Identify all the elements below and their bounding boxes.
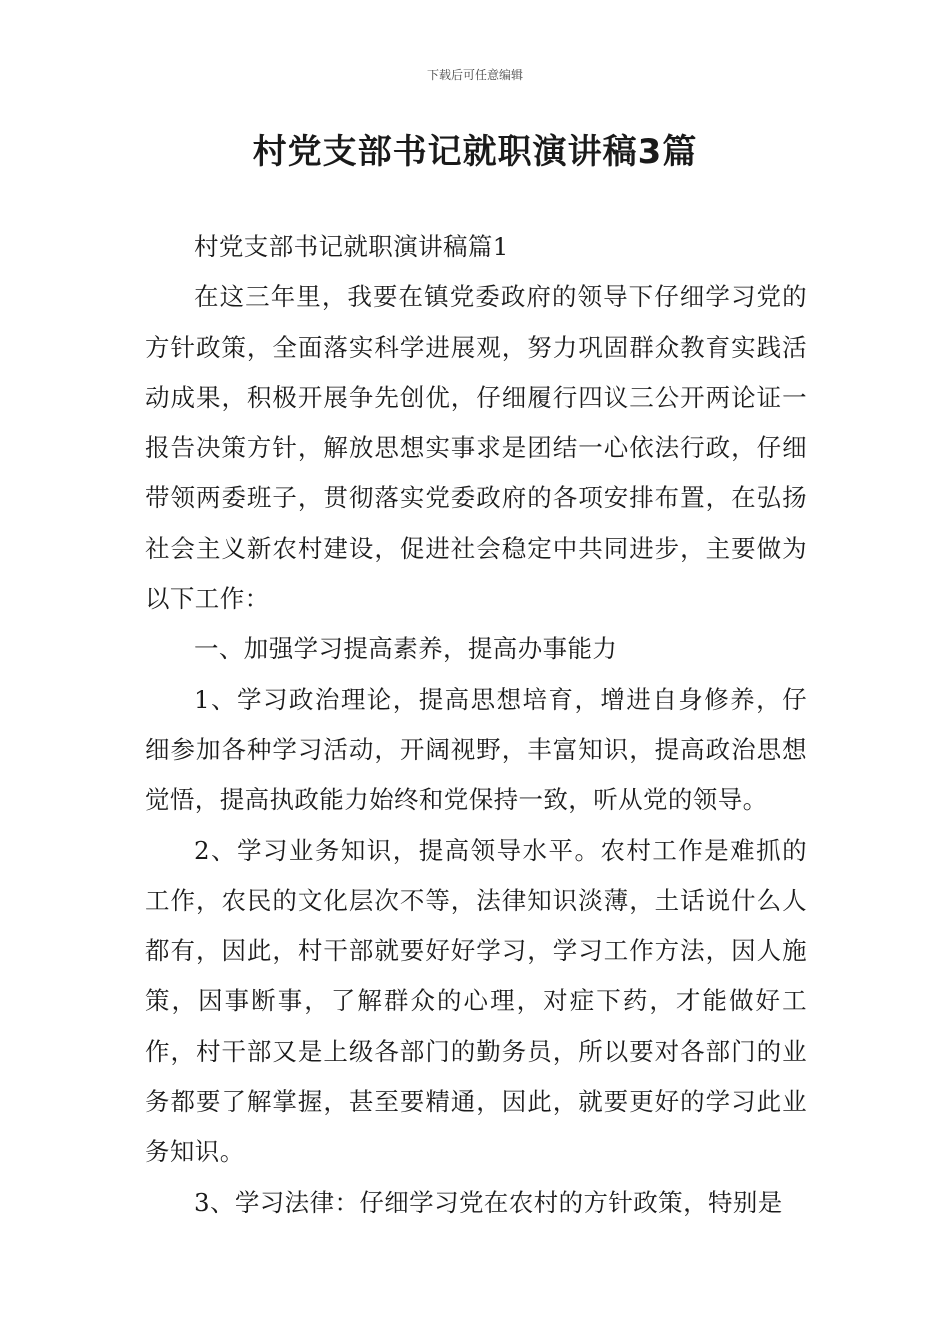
body-paragraph: 2、学习业务知识，提高领导水平。农村工作是难抓的工作，农民的文化层次不等，法律知识淡薄，土话说什么人都有，因此，村干部就要好好学习，学习工作方法，因人施策，因事断事，了解群众的心理，对症下药，才能做好工作，村干部又是上级各部门的勤务员，所以要对各部门的业务都要了解掌握，甚至要精通，因此，就要更好的学习此业务知识。 [145, 835, 807, 1167]
download-note: 下载后可任意编辑 [426, 68, 523, 82]
body-paragraph: 3、学习法律：仔细学习党在农村的方针政策，特别是 [194, 1187, 783, 1217]
section-heading: 村党支部书记就职演讲稿篇1 [194, 232, 509, 261]
body-paragraph: 在这三年里，我要在镇党委政府的领导下仔细学习党的方针政策，全面落实科学进展观，努力巩固群众教育实践活动成果，积极开展争先创优，仔细履行四议三公开两论证一报告决策方针，解放思想实事求是团结一心依法行政，仔细带领两委班子，贯彻落实党委政府的各项安排布置，在弘扬社会主义新农村建设，促进社会稳定中共同进步，主要做为以下工作： [145, 282, 807, 614]
document-title: 村党支部书记就职演讲稿3篇 [252, 132, 698, 172]
body-paragraph: 1、学习政治理论，提高思想培育，增进自身修养，仔细参加各种学习活动，开阔视野，丰富知识，提高政治思想觉悟，提高执政能力始终和党保持一致，听从党的领导。 [145, 684, 807, 815]
document-body [145, 222, 807, 1228]
subsection-heading: 一、加强学习提高素养，提高办事能力 [194, 634, 618, 664]
